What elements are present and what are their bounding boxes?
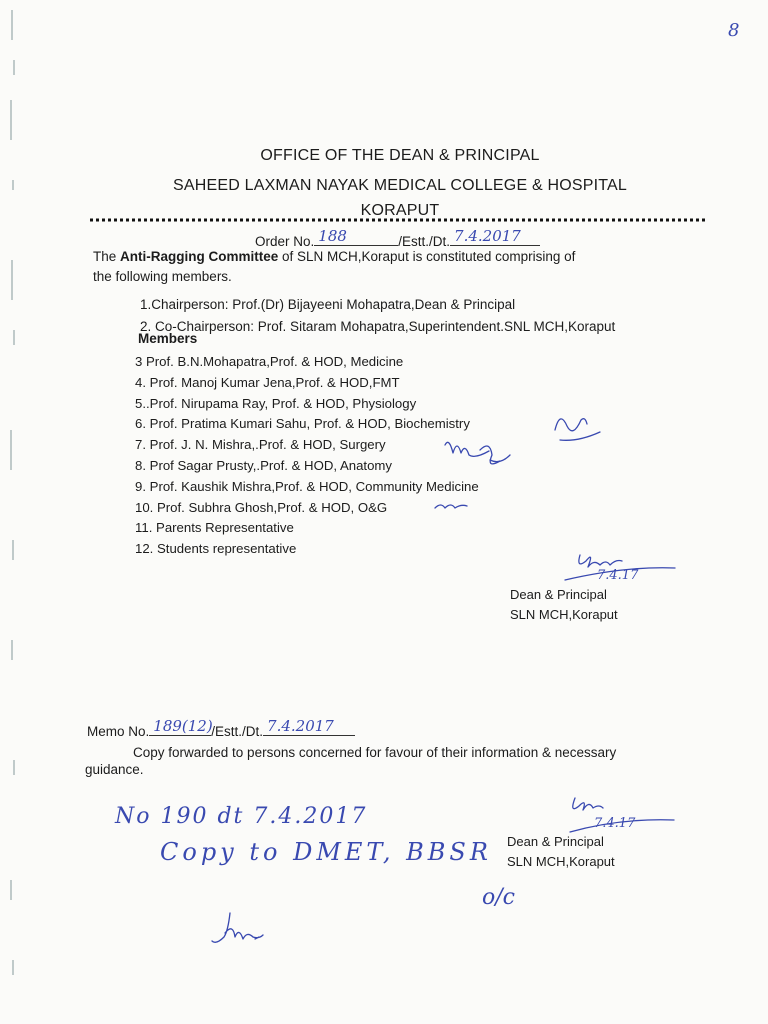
co-chairperson: 2. Co-Chairperson: Prof. Sitaram Mohapatra,Superintendent.SNL MCH,Koraput xyxy=(140,319,616,334)
memo-estt-label: /Estt./Dt. xyxy=(211,724,264,739)
signature-1-title: Dean & Principal xyxy=(510,587,607,602)
committee-name: Anti-Ragging Committee xyxy=(120,249,279,264)
signature-1-office: SLN MCH,Koraput xyxy=(510,607,618,622)
intro-rest: of SLN MCH,Koraput is constituted comprising of xyxy=(278,249,576,264)
list-item: 8. Prof Sagar Prusty,.Prof. & HOD, Anatomy xyxy=(135,457,393,473)
signature-1-block xyxy=(510,585,618,625)
intro-prefix: The xyxy=(93,249,121,264)
order-number: 188 xyxy=(318,227,347,245)
order-line xyxy=(255,227,540,249)
handwritten-note-line2: Copy to DMET, BBSR xyxy=(160,838,492,866)
header-location: KORAPUT xyxy=(360,202,440,219)
order-label: Order No. xyxy=(255,234,315,249)
list-item: 12. Students representative xyxy=(135,541,297,557)
member-initials-scribbles xyxy=(430,400,630,520)
page-number: 8 xyxy=(728,20,740,41)
list-item: 4. Prof. Manoj Kumar Jena,Prof. & HOD,FMT xyxy=(135,374,400,390)
memo-text-line2: guidance. xyxy=(85,762,144,777)
order-date: 7.4.2017 xyxy=(454,227,521,245)
memo-text-line1: Copy forwarded to persons concerned for favour of their information & necessary xyxy=(133,745,617,760)
memo-line xyxy=(87,717,355,739)
handwritten-note-line1: No 190 dt 7.4.2017 xyxy=(115,804,368,829)
initials-scribble xyxy=(205,905,285,955)
signature-2-block xyxy=(507,832,615,872)
memo-date: 7.4.2017 xyxy=(267,717,334,735)
header-college: SAHEED LAXMAN NAYAK MEDICAL COLLEGE & HOSPITAL xyxy=(172,177,628,194)
members-list xyxy=(135,352,479,560)
signature-2-office: SLN MCH,Koraput xyxy=(507,854,615,869)
members-heading: Members xyxy=(138,331,198,346)
order-estt-label: /Estt./Dt. xyxy=(398,234,451,249)
memo-label: Memo No. xyxy=(87,724,150,739)
list-item: 7. Prof. J. N. Mishra,.Prof. & HOD, Surgery xyxy=(135,437,386,453)
list-item: 6. Prof. Pratima Kumari Sahu, Prof. & HOD, Biochemistry xyxy=(135,416,470,432)
list-item: 5..Prof. Nirupama Ray, Prof. & HOD, Physiology xyxy=(135,395,417,411)
memo-number: 189(12) xyxy=(153,717,213,735)
signature-2-title: Dean & Principal xyxy=(507,834,604,849)
intro-line1 xyxy=(93,249,575,264)
header-office: OFFICE OF THE DEAN & PRINCIPAL xyxy=(260,147,540,164)
list-item: 10. Prof. Subhra Ghosh,Prof. & HOD, O&G xyxy=(135,499,388,515)
list-item: 9. Prof. Kaushik Mishra,Prof. & HOD, Community Medicine xyxy=(135,478,479,494)
chairperson: 1.Chairperson: Prof.(Dr) Bijayeeni Mohapatra,Dean & Principal xyxy=(140,297,516,312)
handwritten-note-line3: o/c xyxy=(482,885,515,910)
header-divider xyxy=(90,216,705,224)
intro-line2: the following members. xyxy=(93,269,232,284)
list-item: 11. Parents Representative xyxy=(135,520,294,536)
signature-1-date: 7.4.17 xyxy=(597,568,639,583)
signature-2-date: 7.4.17 xyxy=(594,816,636,831)
list-item: 3 Prof. B.N.Mohapatra,Prof. & HOD, Medicine xyxy=(135,354,404,369)
